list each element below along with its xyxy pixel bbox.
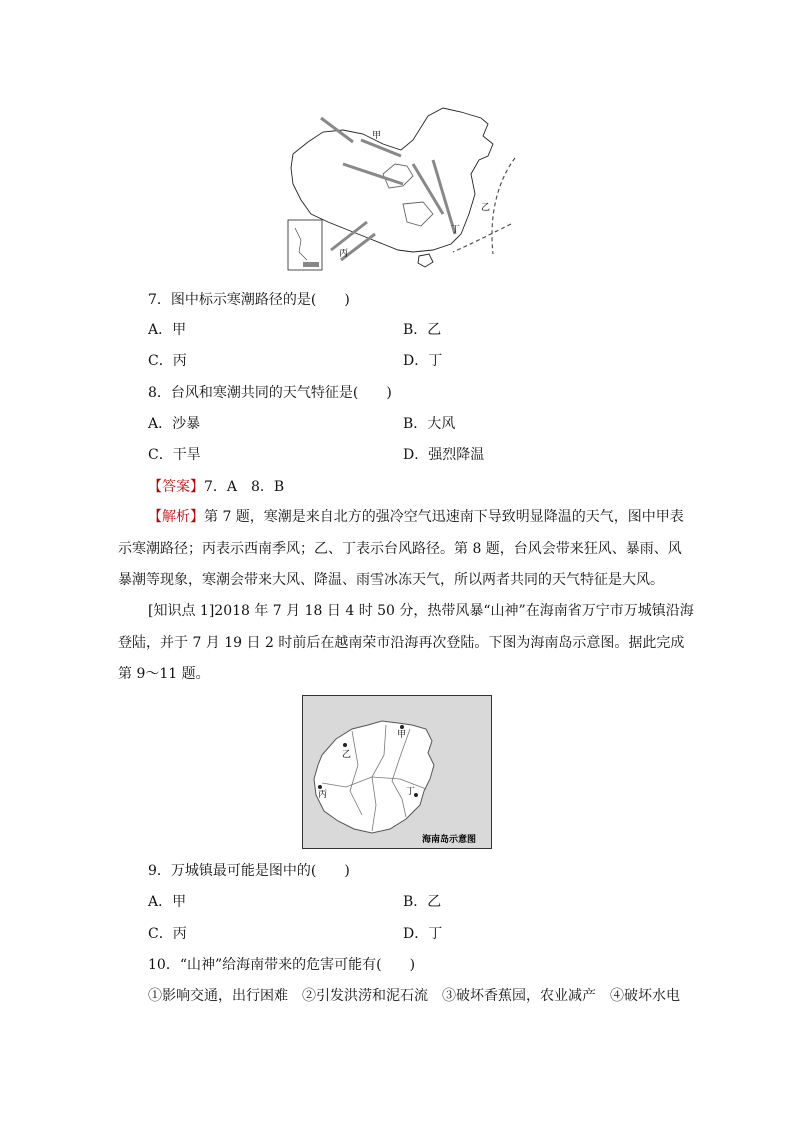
- map1-label-yi: 乙: [481, 203, 491, 213]
- question-7-stem: 7．图中标示寒潮路径的是( ): [148, 292, 350, 308]
- analysis-line-3: 暴潮等现象，寒潮会带来大风、降温、雨雪冰冻天气，所以两者共同的天气特征是大风。: [118, 572, 664, 588]
- question-10-options: ①影响交通，出行困难 ②引发洪涝和泥石流 ③破坏香蕉园，农业减产 ④破坏水电: [148, 988, 680, 1004]
- hainan-island: [418, 254, 433, 267]
- map2-label-bing: 丙: [318, 790, 328, 800]
- question-8-option-c: C．干旱: [148, 447, 201, 463]
- china-map-figure: [283, 104, 523, 276]
- map1-label-ding: 丁: [451, 225, 461, 235]
- answer-tag: 【答案】: [148, 479, 204, 495]
- analysis-line-2: 示寒潮路径；丙表示西南季风；乙、丁表示台风路径。第 8 题，台风会带来狂风、暴雨、风: [118, 541, 682, 557]
- knowledge-line-2: 登陆，并于 7 月 19 日 2 时前后在越南荣市沿海再次登陆。下图为海南岛示意图。据此完成: [118, 635, 685, 651]
- hainan-map-figure: [302, 695, 492, 849]
- map1-label-bing: 丙: [339, 249, 349, 259]
- answer-text: 7．A 8．B: [204, 479, 285, 495]
- arrow-yi: [492, 158, 515, 254]
- question-9-option-a: A．甲: [148, 894, 187, 910]
- question-7-option-a: A．甲: [148, 322, 187, 338]
- analysis-tag: 【解析】: [148, 509, 204, 525]
- map2-label-yi: 乙: [342, 750, 352, 760]
- question-8-stem: 8．台风和寒潮共同的天气特征是( ): [148, 385, 392, 401]
- analysis-line-1: 【解析】第 7 题，寒潮是来自北方的强冷空气迅速南下导致明显降温的天气，图中甲表: [148, 509, 684, 525]
- question-9-option-d: D．丁: [403, 926, 443, 942]
- arrow-jia-1: [321, 118, 353, 142]
- arrow-ding: [453, 224, 511, 252]
- arrow-jia-4: [413, 164, 443, 214]
- answer-line: [148, 477, 284, 497]
- knowledge-line-1: [知识点 1]2018 年 7 月 18 日 4 时 50 分，热带风暴“山神”在海南省万宁市万城镇沿海: [148, 603, 694, 619]
- question-9-option-b: B．乙: [403, 894, 442, 910]
- map2-caption: 海南岛示意图: [422, 835, 477, 845]
- arrow-jia-3: [343, 164, 403, 184]
- map1-label-jia: 甲: [372, 131, 382, 141]
- map2-label-jia: 甲: [397, 730, 407, 740]
- question-10-stem: 10．“山神”给海南带来的危害可能有( ): [148, 957, 416, 973]
- question-9-stem: 9．万城镇最可能是图中的( ): [148, 863, 350, 879]
- question-7-option-d: D．丁: [403, 353, 443, 369]
- question-7-option-c: C．丙: [148, 353, 187, 369]
- question-8-option-b: B．大风: [403, 416, 456, 432]
- knowledge-line-3: 第 9～11 题。: [118, 666, 210, 682]
- question-8-option-a: A．沙暴: [148, 416, 201, 432]
- arrow-jia-5: [433, 160, 455, 234]
- question-7-option-b: B．乙: [403, 322, 442, 338]
- map2-label-ding: 丁: [406, 787, 416, 797]
- question-9-option-c: C．丙: [148, 926, 187, 942]
- question-8-option-d: D．强烈降温: [403, 447, 485, 463]
